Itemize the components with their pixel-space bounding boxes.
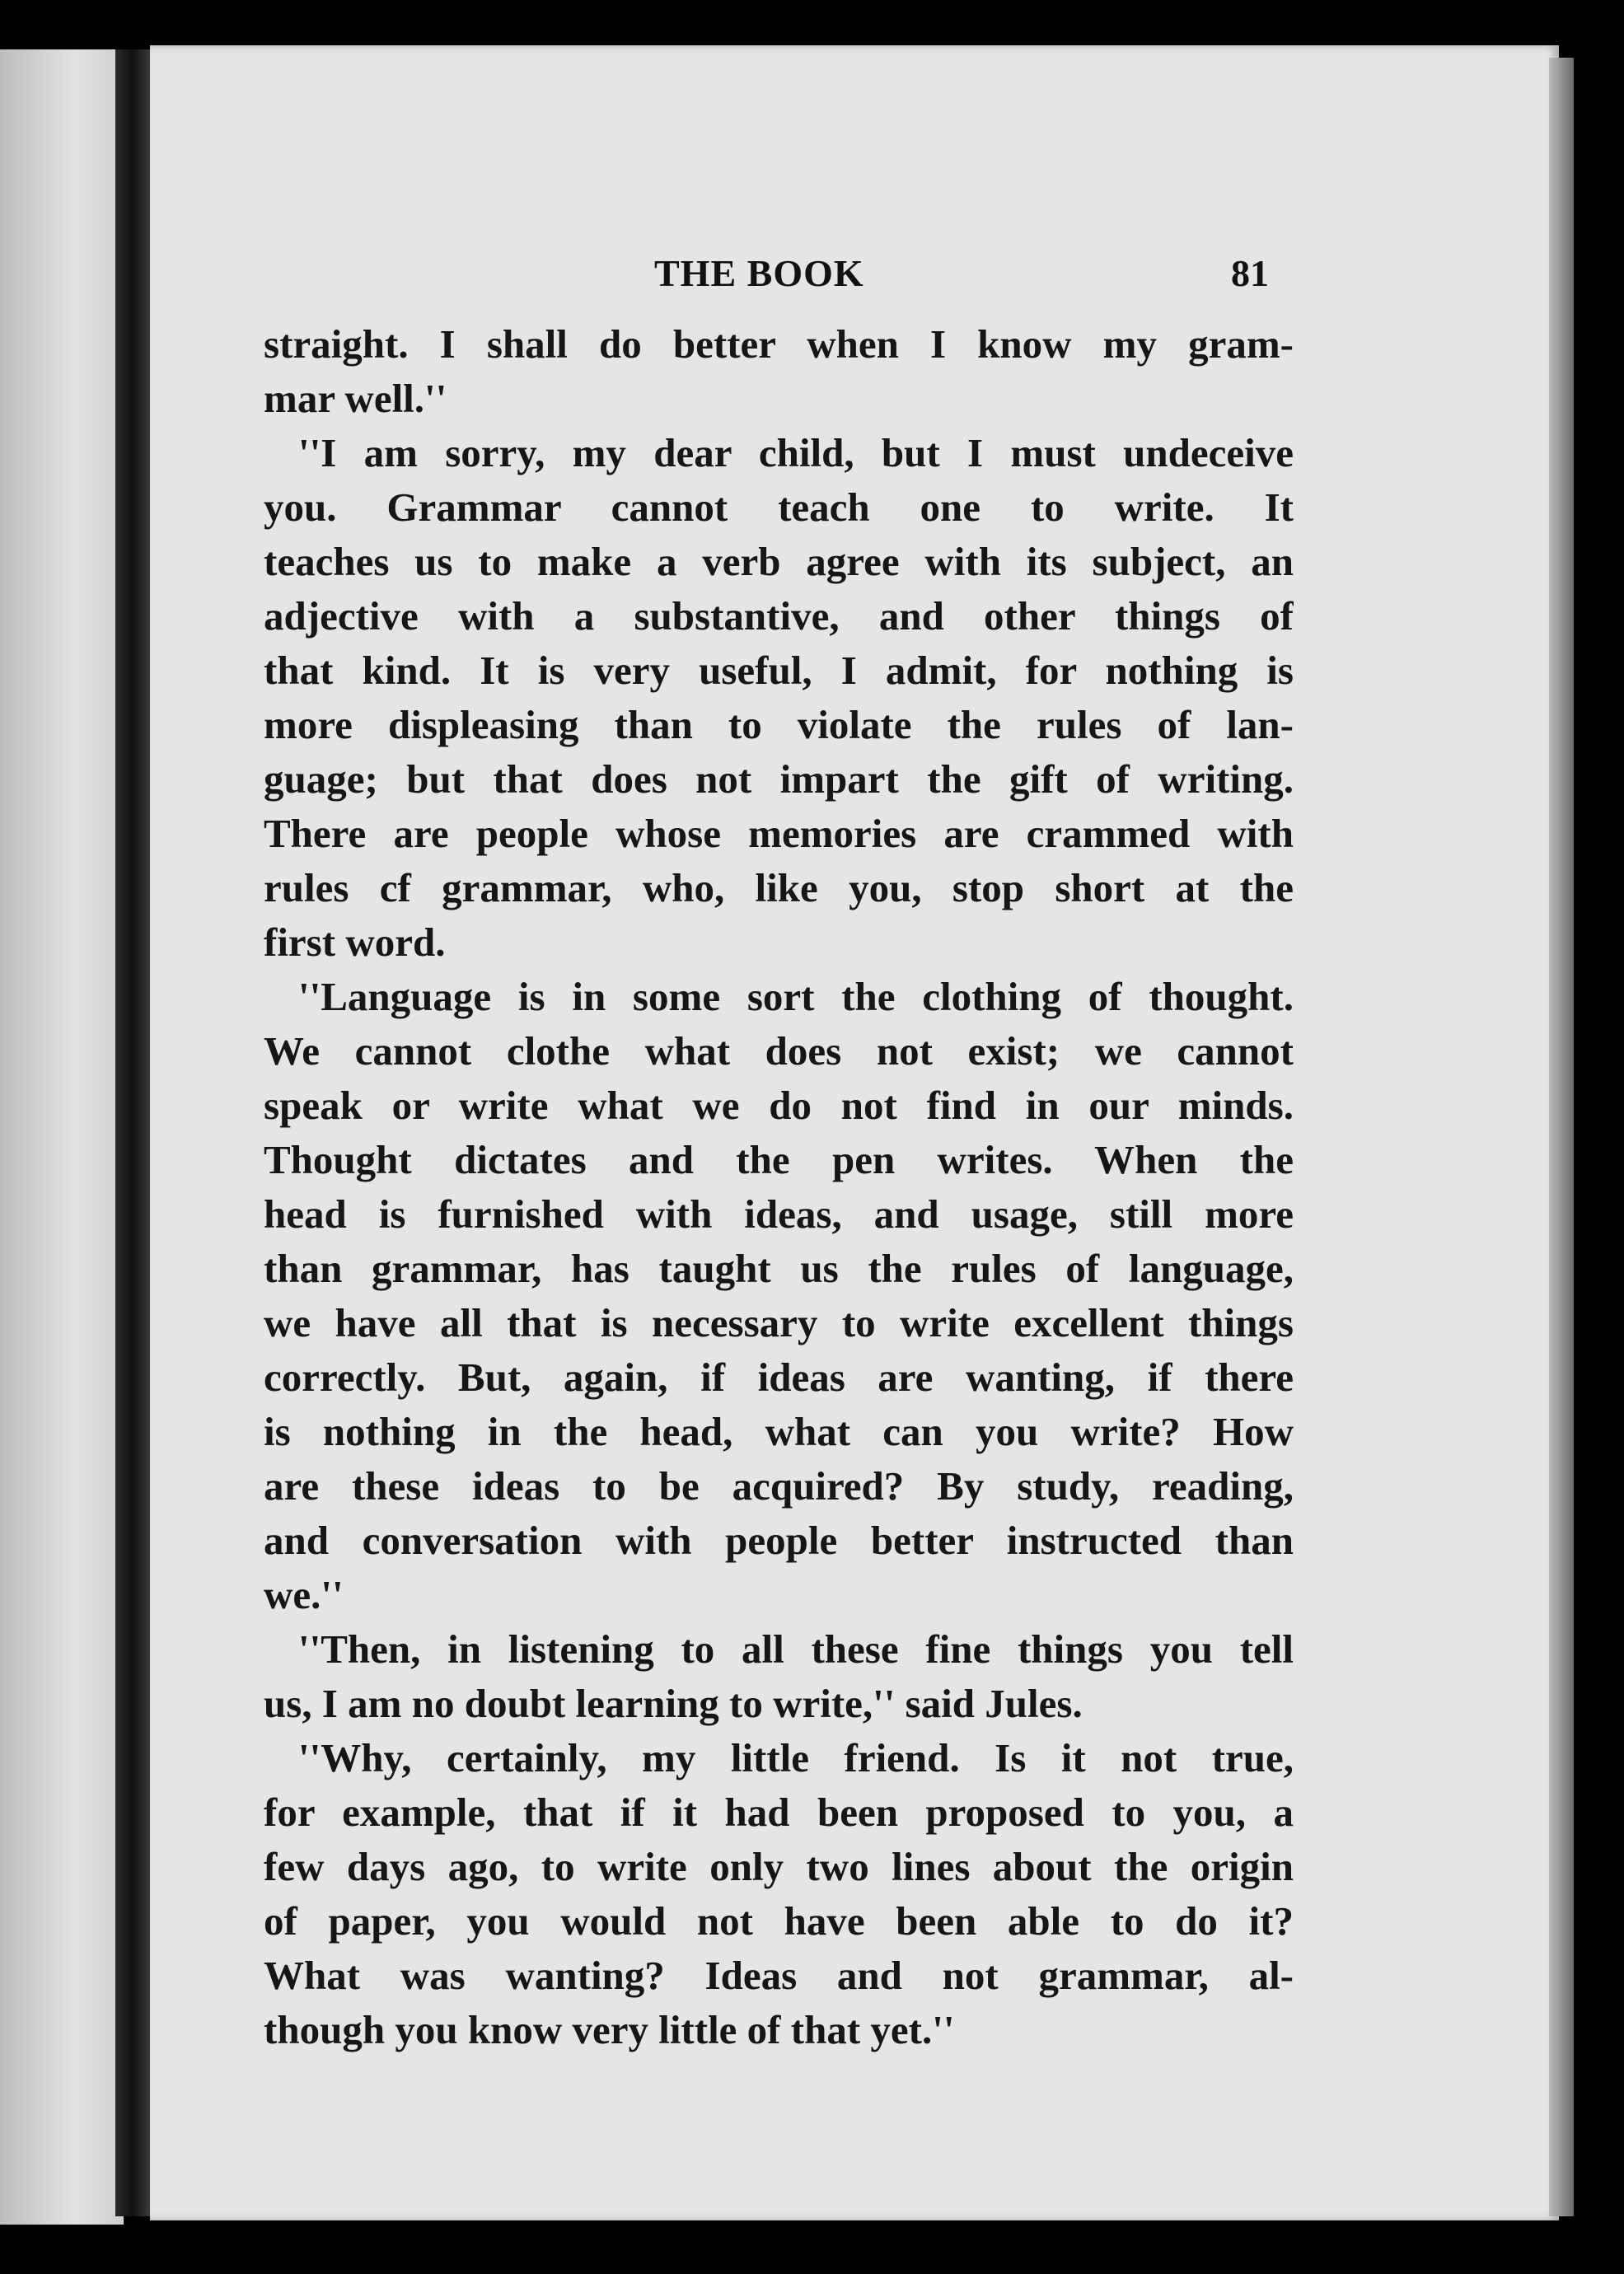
text-line: straight. I shall do better when I know my gram- [264, 321, 1294, 367]
page-right-edge [1549, 58, 1574, 2216]
previous-page-edge [0, 49, 124, 2225]
text-line: we have all that is necessary to write excellent things [264, 1300, 1294, 1345]
text-line: ''I am sorry, my dear child, but I must undeceive [298, 430, 1294, 475]
text-line: ''Language is in some sort the clothing of thought. [298, 974, 1294, 1019]
page-number: 81 [1231, 252, 1269, 294]
text-line: ''Then, in listening to all these fine things you tell [298, 1626, 1294, 1672]
text-line: rules cf grammar, who, like you, stop short at the [264, 865, 1294, 910]
text-line: you. Grammar cannot teach one to write. It [264, 484, 1294, 530]
text-line: us, I am no doubt learning to write,'' said Jules. [264, 1681, 1083, 1726]
text-line: is nothing in the head, what can you write? How [264, 1409, 1294, 1454]
running-title: THE BOOK [654, 252, 864, 294]
text-line: of paper, you would not have been able to do it? [264, 1898, 1294, 1944]
text-line: than grammar, has taught us the rules of language, [264, 1246, 1294, 1291]
text-line: are these ideas to be acquired? By study, reading, [264, 1463, 1294, 1509]
text-line: ''Why, certainly, my little friend. Is it not true, [298, 1735, 1294, 1780]
text-line: we.'' [264, 1572, 344, 1617]
text-line: though you know very little of that yet.'' [264, 2007, 955, 2052]
text-line: speak or write what we do not find in our minds. [264, 1083, 1294, 1128]
text-line: more displeasing than to violate the rules of lan- [264, 702, 1294, 747]
text-line: There are people whose memories are crammed with [264, 811, 1294, 856]
text-line: and conversation with people better instructed than [264, 1518, 1294, 1563]
text-line: correctly. But, again, if ideas are wanting, if there [264, 1355, 1294, 1400]
text-line: guage; but that does not impart the gift of writing. [264, 756, 1294, 802]
text-line: teaches us to make a verb agree with its subject, an [264, 539, 1294, 584]
text-line: mar well.'' [264, 376, 447, 421]
text-line: adjective with a substantive, and other things of [264, 593, 1294, 639]
text-line: for example, that if it had been proposed to you, a [264, 1790, 1294, 1835]
text-line: that kind. It is very useful, I admit, for nothing is [264, 648, 1294, 693]
book-binding-gutter [115, 49, 150, 2216]
text-line: What was wanting? Ideas and not grammar, al- [264, 1953, 1294, 1998]
text-line: We cannot clothe what does not exist; we cannot [264, 1028, 1294, 1074]
text-line: few days ago, to write only two lines about the origin [264, 1844, 1294, 1889]
body-text [264, 317, 1294, 2057]
page-header [150, 251, 1559, 309]
text-line: head is furnished with ideas, and usage, still more [264, 1191, 1294, 1237]
text-line: Thought dictates and the pen writes. When the [264, 1137, 1294, 1182]
book-page [150, 45, 1559, 2220]
text-line: first word. [264, 919, 446, 965]
